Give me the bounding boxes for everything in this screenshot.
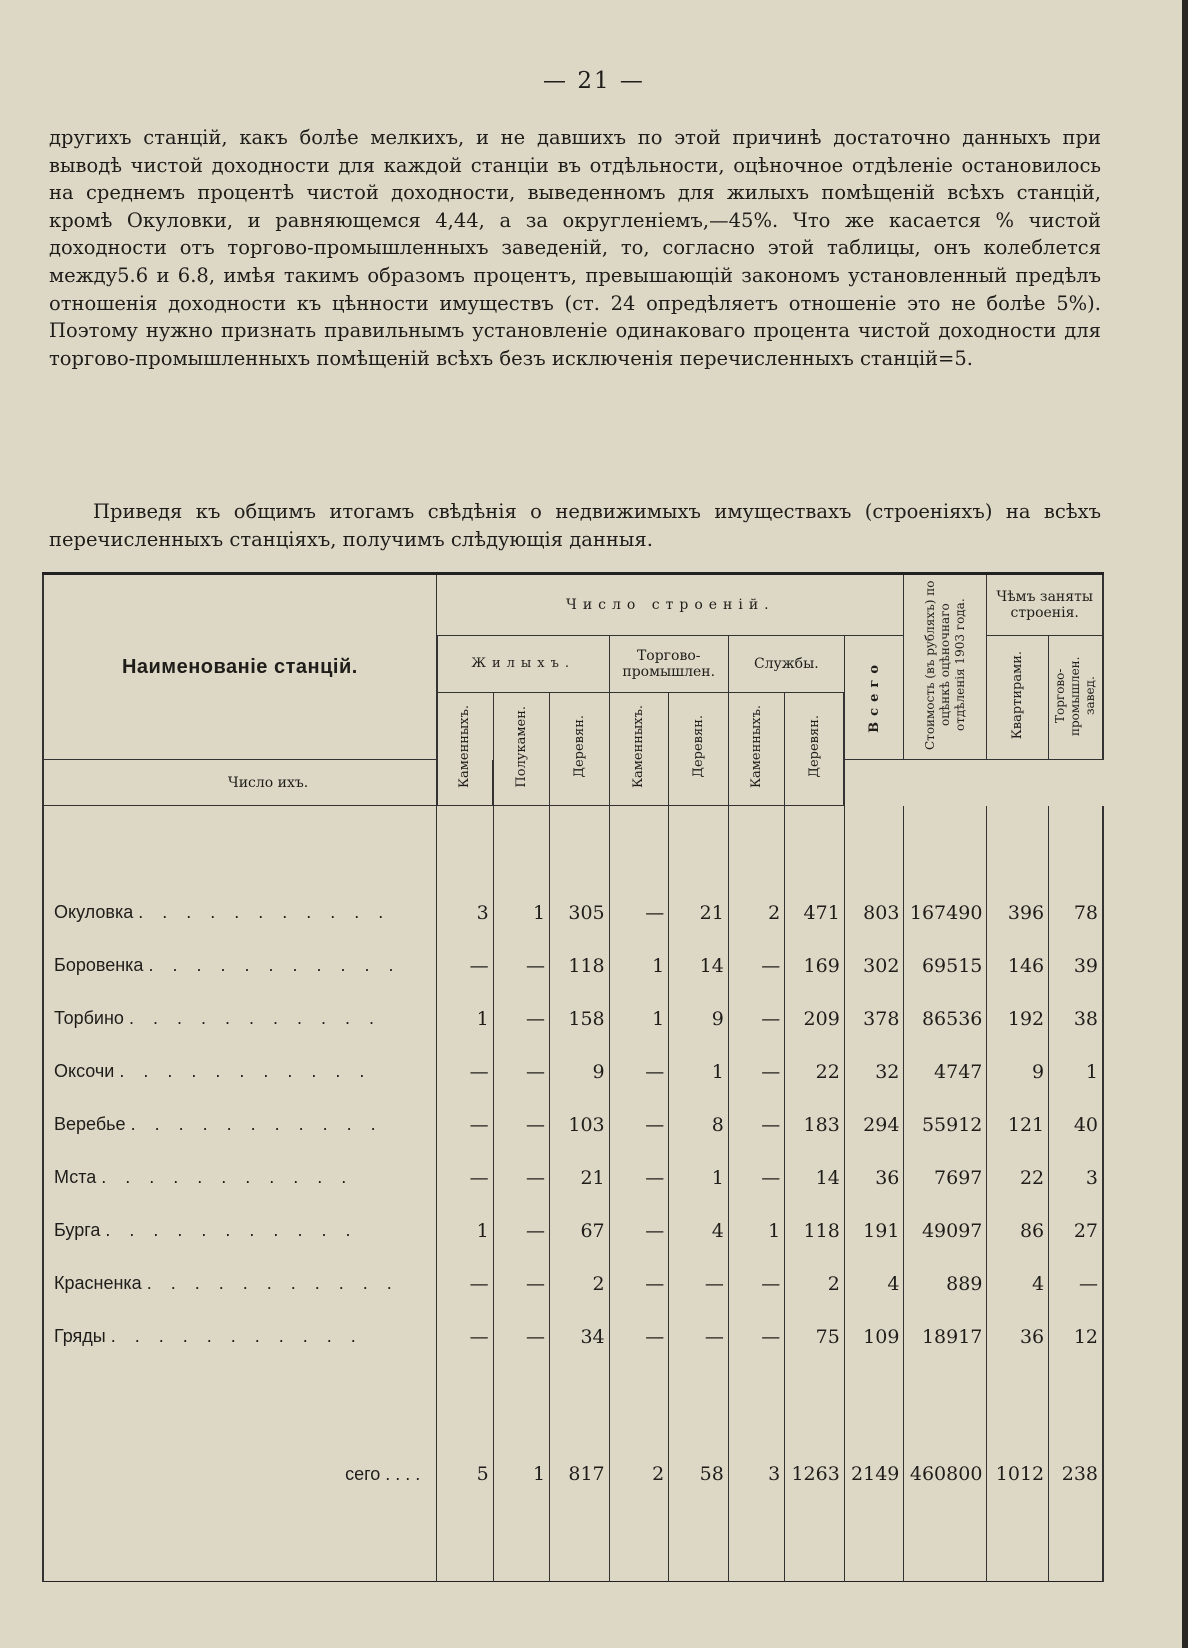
cell: 75 [785,1310,845,1363]
cell: — [609,1098,669,1151]
cell: 1 [1049,1045,1103,1098]
cell: 8 [669,1098,729,1151]
station-name: Бурга . . . . . . . . . . . [43,1204,437,1257]
cell: 889 [904,1257,987,1310]
cell: 21 [669,886,729,939]
cell: 78 [1049,886,1103,939]
cell: 1 [728,1204,784,1257]
table-row [43,886,1103,939]
table-row [43,1310,1103,1363]
subheader-trade-stone: Каменныхъ. [609,692,669,806]
table-row [43,1045,1103,1098]
cell: 1 [493,886,549,939]
page-number: — 21 — [543,68,645,94]
total-cell: 5 [437,1443,493,1505]
station-name: Окуловка . . . . . . . . . . . [43,886,437,939]
cell: — [493,1098,549,1151]
cell: 1 [609,939,669,992]
header-cost: Стоимость (въ рубляхъ) по оцѣнкѣ оцѣночнаго отдѣленія 1903 года. [904,574,987,760]
cell: 38 [1049,992,1103,1045]
cell: 86 [987,1204,1049,1257]
total-cell: 1 [493,1443,549,1505]
header-number-of-buildings: Число строеній. [437,574,904,636]
cell: 183 [785,1098,845,1151]
cell: — [493,1257,549,1310]
cell: 55912 [904,1098,987,1151]
table-total-row [43,1443,1103,1505]
paragraph-2-text: Приведя къ общимъ итогамъ свѣдѣнія о недвижимыхъ имуществахъ (строеніяхъ) на всѣхъ перечисленныхъ станціяхъ, получимъ слѣдующія данныя. [49,500,1101,551]
paragraph-2 [49,498,1101,553]
station-name: Боровенка . . . . . . . . . . . [43,939,437,992]
cell: 7697 [904,1151,987,1204]
cell: 158 [550,992,610,1045]
cell: 39 [1049,939,1103,992]
cell: 69515 [904,939,987,992]
cell: 1 [609,992,669,1045]
table-row [43,1098,1103,1151]
station-name: Гряды . . . . . . . . . . . [43,1310,437,1363]
total-cell: 2 [609,1443,669,1505]
cell: 305 [550,886,610,939]
cell: — [493,1310,549,1363]
cell: 36 [987,1310,1049,1363]
cell: — [609,1151,669,1204]
cell: 803 [844,886,904,939]
cell: — [493,992,549,1045]
cell: 1 [437,1204,493,1257]
cell: — [728,1257,784,1310]
table-row [43,992,1103,1045]
subheader-res-wood: Деревян. [550,692,610,806]
cell: 4747 [904,1045,987,1098]
cell: 1 [437,992,493,1045]
cell: 2 [785,1257,845,1310]
cell: 49097 [904,1204,987,1257]
subheader-res-half-stone: Полукамен. [493,692,549,806]
total-cell: 460800 [904,1443,987,1505]
header-count: Число ихъ. [43,760,493,806]
cell: — [493,939,549,992]
cell: 86536 [904,992,987,1045]
total-cell: 3 [728,1443,784,1505]
paragraph-1 [49,124,1101,372]
statistics-table [42,572,1104,1582]
cell: — [609,1310,669,1363]
cell: — [609,1045,669,1098]
header-residential: Жилыхъ. [437,636,609,693]
cell: 146 [987,939,1049,992]
total-label: сего . . . . [43,1443,437,1505]
header-service: Службы. [728,636,844,693]
cell: — [437,1151,493,1204]
station-name: Веребье . . . . . . . . . . . [43,1098,437,1151]
cell: — [609,1257,669,1310]
cell: — [728,1151,784,1204]
cell: 18917 [904,1310,987,1363]
header-trade-establishments: Торгово-промышлен. завед. [1049,636,1103,760]
cell: 2 [550,1257,610,1310]
cell: 9 [669,992,729,1045]
table-spacer [43,806,1103,887]
cell: — [609,1204,669,1257]
cell: 471 [785,886,845,939]
header-total: Всего [844,636,904,760]
cell: 294 [844,1098,904,1151]
cell: — [437,939,493,992]
cell: 21 [550,1151,610,1204]
cell: — [728,1098,784,1151]
total-cell: 817 [550,1443,610,1505]
subheader-serv-wood: Деревян. [785,692,845,806]
cell: 3 [437,886,493,939]
total-cell: 58 [669,1443,729,1505]
total-cell: 1263 [785,1443,845,1505]
cell: — [609,886,669,939]
page-edge [1182,0,1188,1648]
cell: 209 [785,992,845,1045]
table-spacer [43,1363,1103,1443]
cell: 167490 [904,886,987,939]
station-name: Красненка . . . . . . . . . . . [43,1257,437,1310]
cell: — [493,1204,549,1257]
cell: 103 [550,1098,610,1151]
cell: 2 [728,886,784,939]
cell: 12 [1049,1310,1103,1363]
cell: 32 [844,1045,904,1098]
cell: 192 [987,992,1049,1045]
table-tail [43,1505,1103,1582]
cell: — [669,1310,729,1363]
header-occupied-by: Чѣмъ заняты строенія. [987,574,1103,636]
cell: — [728,939,784,992]
cell: 302 [844,939,904,992]
cell: 27 [1049,1204,1103,1257]
table-row [43,1257,1103,1310]
cell: 169 [785,939,845,992]
cell: 109 [844,1310,904,1363]
cell: — [669,1257,729,1310]
subheader-serv-stone: Каменныхъ. [728,692,784,806]
cell: 14 [785,1151,845,1204]
total-cell: 238 [1049,1443,1103,1505]
cell: — [437,1098,493,1151]
cell: 36 [844,1151,904,1204]
table-row [43,1204,1103,1257]
cell: 9 [987,1045,1049,1098]
cell: — [493,1045,549,1098]
cell: 118 [550,939,610,992]
cell: 118 [785,1204,845,1257]
cell: 14 [669,939,729,992]
cell: — [437,1310,493,1363]
cell: 67 [550,1204,610,1257]
cell: 3 [1049,1151,1103,1204]
cell: 22 [987,1151,1049,1204]
total-cell: 1012 [987,1443,1049,1505]
subheader-res-stone: Каменныхъ. [437,692,493,806]
station-name: Мста . . . . . . . . . . . [43,1151,437,1204]
cell: — [728,992,784,1045]
table-row [43,1151,1103,1204]
cell: — [437,1045,493,1098]
station-name: Оксочи . . . . . . . . . . . [43,1045,437,1098]
cell: 378 [844,992,904,1045]
cell: — [728,1045,784,1098]
cell: 4 [844,1257,904,1310]
cell: — [728,1310,784,1363]
cell: 9 [550,1045,610,1098]
cell: 22 [785,1045,845,1098]
cell: — [437,1257,493,1310]
header-trade-industrial: Торгово-промышлен. [609,636,728,693]
cell: 4 [669,1204,729,1257]
header-station-name: Наименованіе станцій. [43,574,437,760]
cell: — [1049,1257,1103,1310]
subheader-trade-wood: Деревян. [669,692,729,806]
cell: 1 [669,1045,729,1098]
cell: 40 [1049,1098,1103,1151]
table-row [43,939,1103,992]
cell: 396 [987,886,1049,939]
cell: 4 [987,1257,1049,1310]
station-name: Торбино . . . . . . . . . . . [43,992,437,1045]
header-apartments: Квартирами. [987,636,1049,760]
cell: 191 [844,1204,904,1257]
cell: 1 [669,1151,729,1204]
paragraph-1-text: другихъ станцій, какъ болѣе мелкихъ, и не давшихъ по этой причинѣ достаточно данныхъ при выводѣ чистой доходности для каждой станціи въ отдѣльности, оцѣночное отдѣленіе остановилось на среднемъ процентѣ чистой доходности, выведенномъ для жилыхъ помѣщеній всѣхъ станцій, кромѣ Окуловки, и равняющемся 4,44, а за округленіемъ,—45%. Что же касается % чистой доходности отъ торгово-промышленныхъ заведеній, то, согласно этой таблицы, онъ колеблется между5.6 и 6.8, имѣя такимъ образомъ процентъ, превышающій закономъ установленный предѣлъ отношенія доходности къ цѣнности имуществъ (ст. 24 опредѣляетъ отношеніе это не болѣе 5%). Поэтому нужно признать правильнымъ установленіе одинаковаго процента чистой доходности для торгово-промышленныхъ помѣщеній всѣхъ безъ исключенія перечисленныхъ станцій=5. [49,126,1101,370]
cell: 34 [550,1310,610,1363]
total-cell: 2149 [844,1443,904,1505]
cell: 121 [987,1098,1049,1151]
cell: — [493,1151,549,1204]
